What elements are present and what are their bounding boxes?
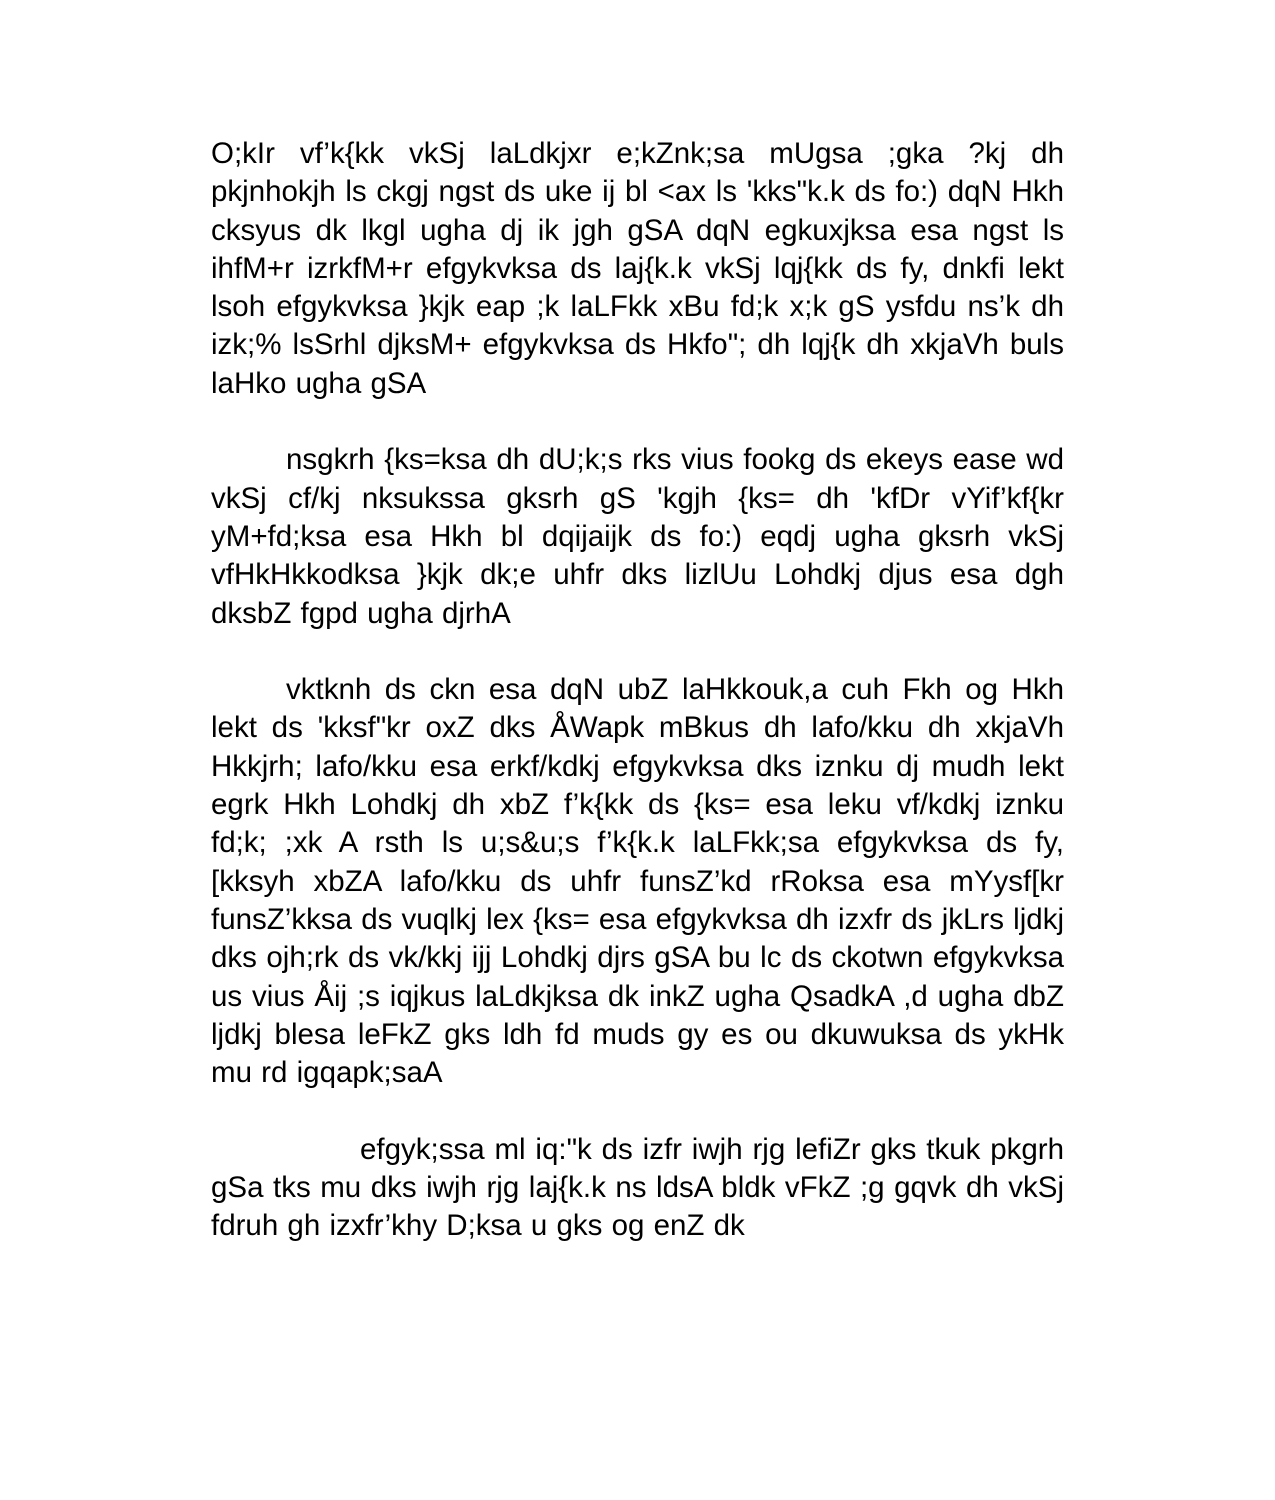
- paragraph-2: nsgkrh {ks=ksa dh dU;k;s rks vius fookg ds ekeys ease wd vkSj cf/kj nksukssa gksrh gS 'kgjh {ks= dh 'kfDr vYif’kf{kr yM+fd;ksa esa Hkh bl dqijaijk ds fo:) eqdj ugha gksrh vkSj vfHkHkkodksa }kjk dk;e uhfr dks lizlUu Lohdkj djus esa dgh dksbZ fgpd ugha djrhA: [211, 443, 1064, 630]
- paragraph-1: O;kIr vf’k{kk vkSj laLdkjxr e;kZnk;sa mUgsa ;gka ?kj dh pkjnhokjh ls ckgj ngst ds uke ij bl <ax ls 'kks"k.k ds fo:) dqN Hkh cksyus dk lkgl ugha dj ik jgh gSA dqN egkuxjksa esa ngst ls ihfM+r izrkfM+r efgykvksa ds laj{k.k vkSj lqj{kk ds fy, dnkfi lekt lsoh efgykvksa }kjk eap ;k laLFkk xBu fd;k x;k gS ysfdu ns’k dh izk;% lsSrhl djksM+ efgykvksa ds Hkfo"; dh lqj{k dh xkjaVh buls laHko ugha gSA: [211, 137, 1064, 400]
- document-page: [211, 135, 1064, 1284]
- paragraph-3: vktknh ds ckn esa dqN ubZ laHkkouk,a cuh Fkh og Hkh lekt ds 'kksf"kr oxZ dks ÅWapk mBkus dh lafo/kku dh xkjaVh Hkkjrh; lafo/kku esa erkf/kdkj efgykvksa dks iznku dj mudh lekt egrk Hkh Lohdkj dh xbZ f’k{kk ds {ks= esa leku vf/kdkj iznku fd;k; ;xk A rsth ls u;s&u;s f’k{k.k laLFkk;sa efgykvksa ds fy, [kksyh xbZA lafo/kku ds uhfr funsZ’kd rRoksa esa mYysf[kr funsZ’kksa ds vuqlkj lex {ks= esa efgykvksa dh izxfr ds jkLrs ljdkj dks ojh;rk ds vk/kkj ijj Lohdkj djrs gSA bu lc ds ckotwn efgykvksa us vius Åij ;s iqjkus laLdkjksa dk inkZ ugha QsadkA ,d ugha dbZ ljdkj blesa leFkZ gks ldh fd muds gy es ou dkuwuksa ds ykHk mu rd igqapk;saA: [211, 673, 1064, 1090]
- paragraph-4: efgyk;ssa ml iq:"k ds izfr iwjh rjg lefiZr gks tkuk pkgrh gSa tks mu dks iwjh rjg laj{k.k ns ldsA bldk vFkZ ;g gqvk dh vkSj fdruh gh izxfr’khy D;ksa u gks og enZ dk: [211, 1132, 1064, 1243]
